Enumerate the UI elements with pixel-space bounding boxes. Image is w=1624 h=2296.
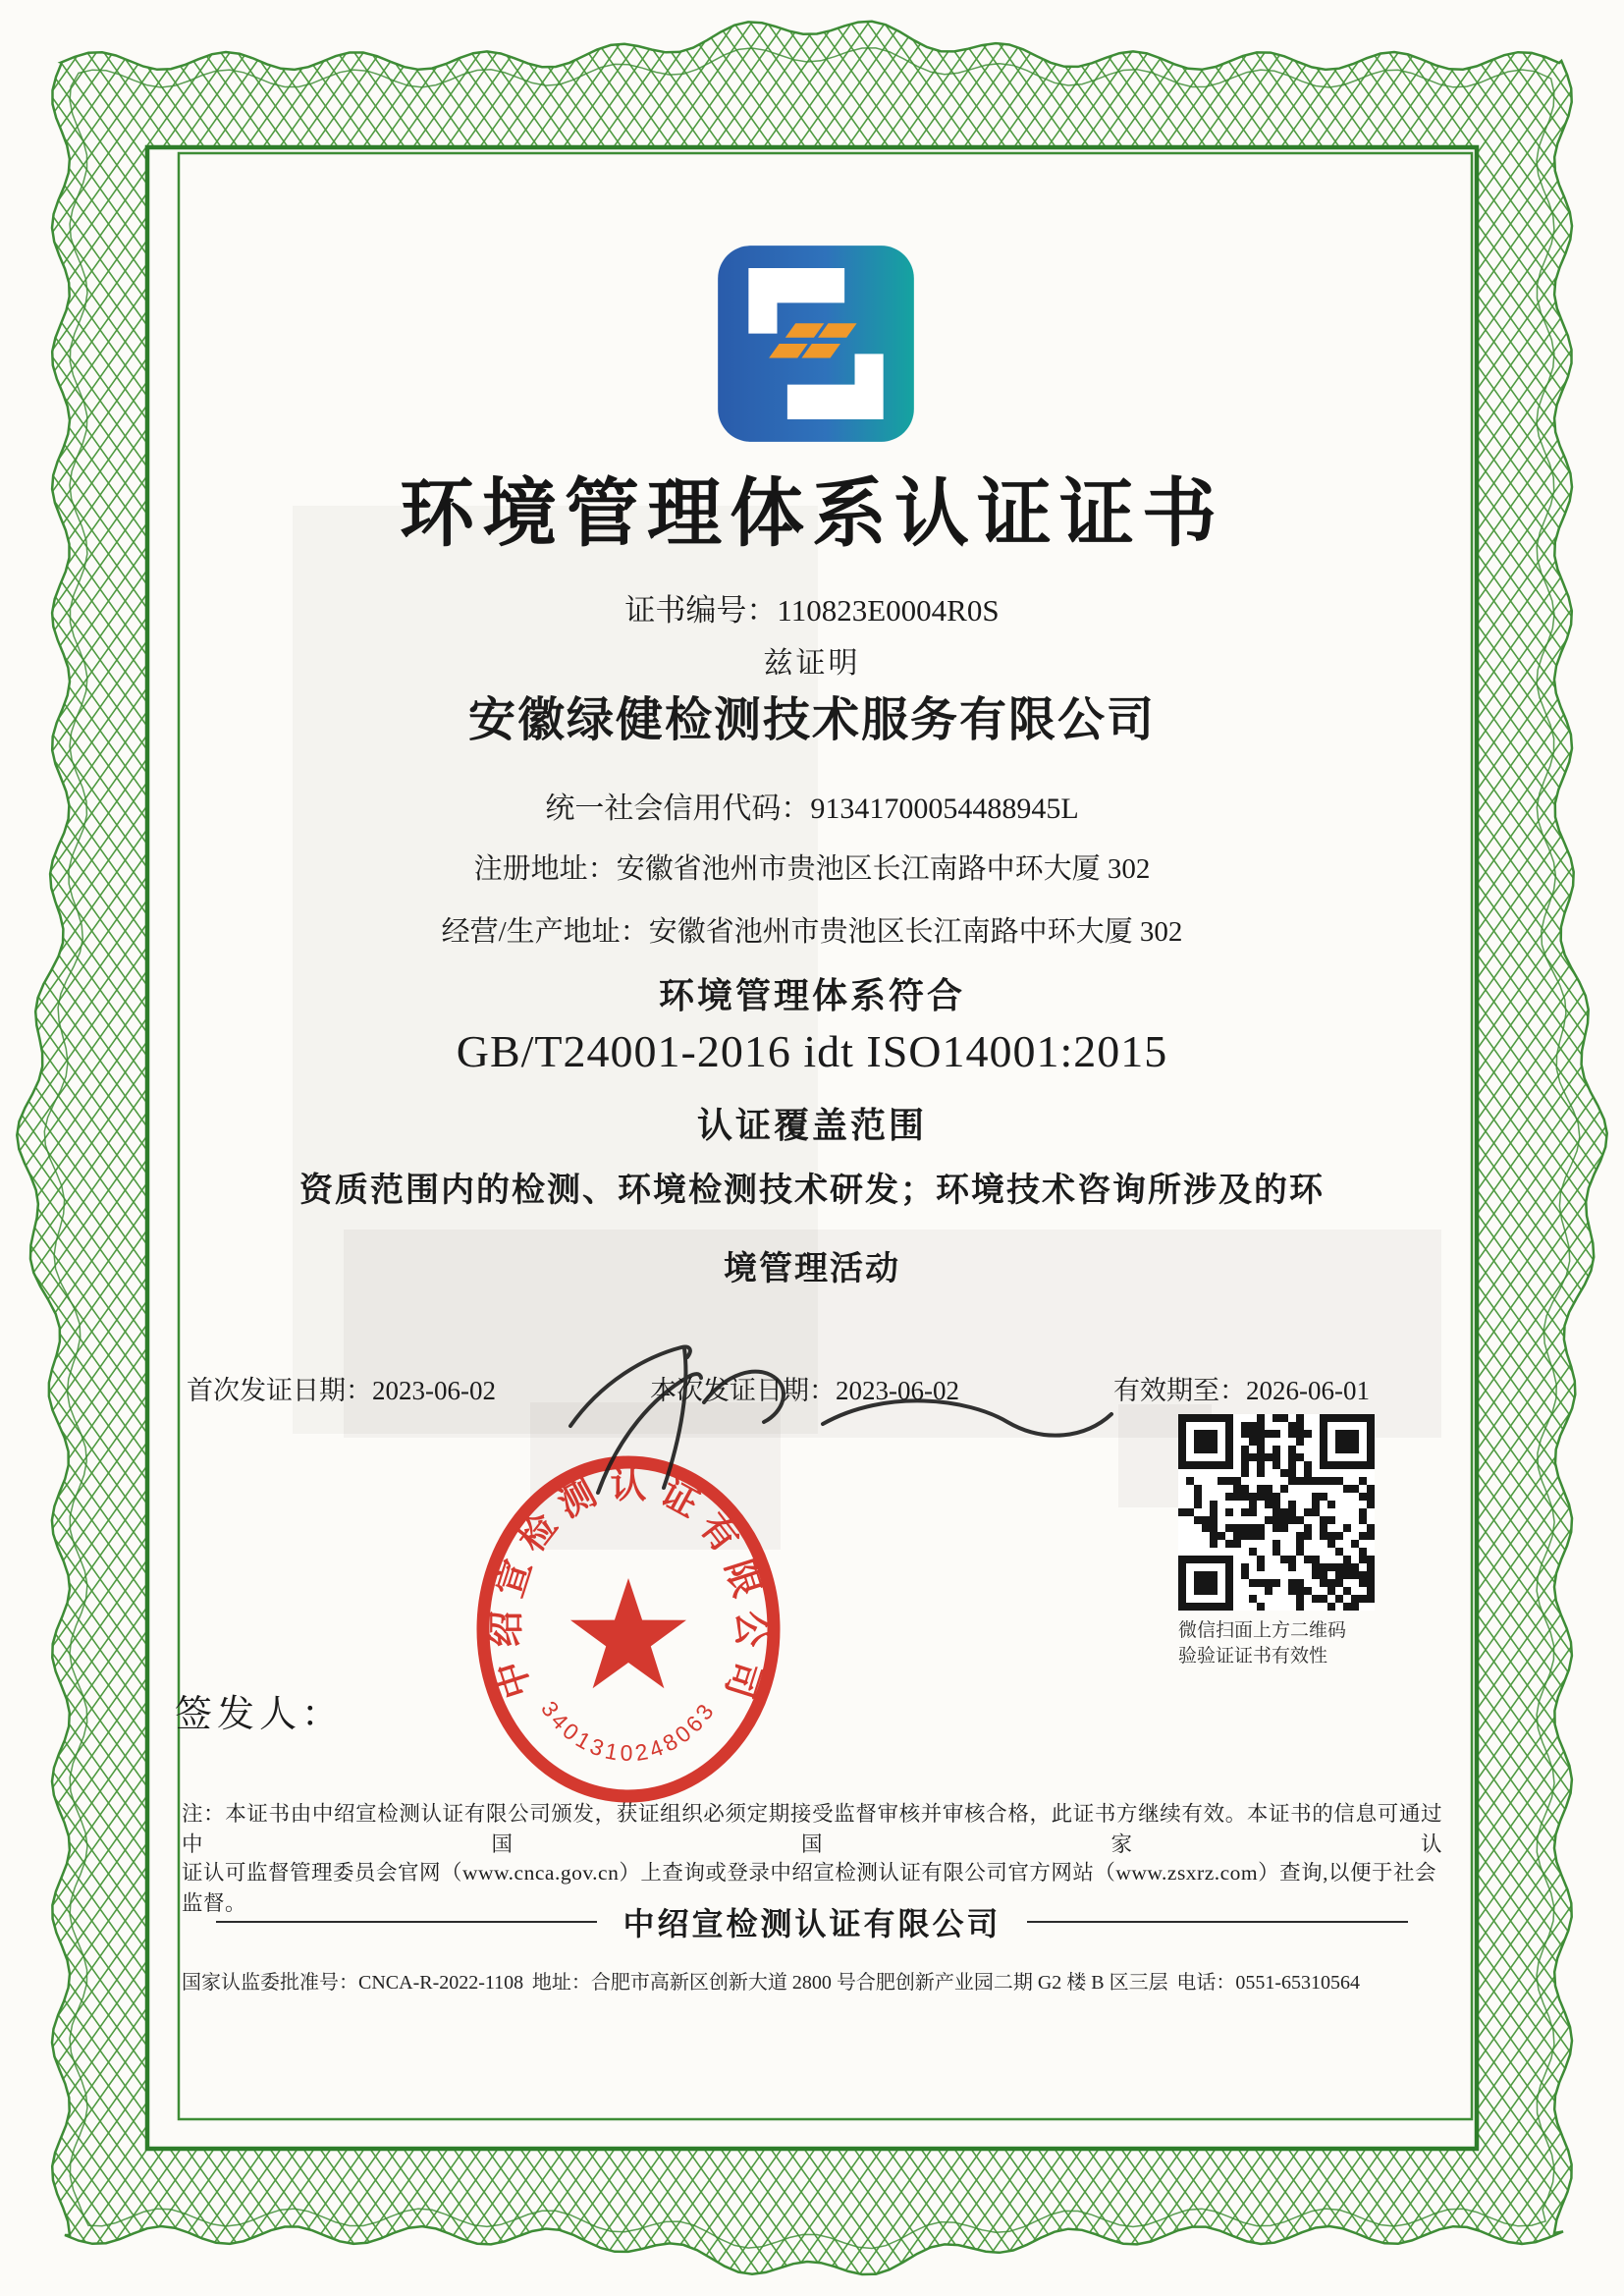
divider-rule-right [1027,1921,1408,1923]
signature [412,1331,1178,1596]
note-line-2: 证认可监督管理委员会官网（www.cnca.gov.cn）上查询或登录中绍宣检测认证有限公司官方网站（www.zsxrz.com）查询,以便于社会监督。 [182,1861,1437,1915]
valid-until-value: 2026-06-01 [1246,1376,1370,1405]
approval-label: 国家认监委批准号： [182,1972,358,1994]
address-value: 合肥市高新区创新大道 2800 号合肥创新产业园二期 G2 楼 B 区三层 [590,1972,1168,1994]
registered-address-row [182,847,1442,887]
issuing-company-name: 中绍宣检测认证有限公司 [623,1906,1001,1941]
operation-address-value: 安徽省池州市贵池区长江南路中环大厦 302 [648,916,1183,948]
first-issue-value: 2023-06-02 [372,1376,496,1405]
divider-rule-left [216,1921,597,1923]
first-issue-label: 首次发证日期： [187,1376,372,1405]
issuer-address [532,1966,1168,1995]
issuing-company-row [182,1899,1442,1944]
footer-info-row [182,1966,1360,1995]
note-line-1: 注：本证书由中绍宣检测认证有限公司颁发，获证组织必须定期接受监督审核并审核合格，此证书方继续有效。本证书的信息可通过中国国家认 [182,1802,1442,1856]
issuer-phone [1176,1966,1360,1995]
credit-code-row [182,784,1442,827]
conformity-statement: 环境管理体系符合 [658,975,965,1015]
stamp-company-text: 中绍宣检测认证有限公司 [486,1465,771,1703]
qr-caption-line-1: 微信扫面上方二维码 [1178,1620,1347,1641]
qr-caption [1178,1618,1473,1668]
certificate-number-row [182,585,1442,629]
operation-address-label: 经营/生产地址： [441,916,649,948]
address-label: 地址： [531,1972,591,1994]
phone-value: 0551-65310564 [1235,1972,1360,1994]
approval-value: CNCA-R-2022-1108 [358,1972,524,1994]
credit-code-value: 91341700054488945L [810,793,1079,825]
certified-company-name: 安徽绿健检测技术服务有限公司 [467,694,1156,746]
hereby-text: 兹证明 [763,647,861,680]
stamp-number-text: 3401310248063 [536,1696,721,1767]
valid-until-label: 有效期至： [1113,1376,1246,1405]
scope-heading: 认证覆盖范围 [696,1105,927,1145]
certifier-logo-icon [714,242,918,446]
certificate-number-label: 证书编号： [624,593,778,628]
qr-code [1178,1414,1375,1611]
operation-address-row [182,909,1442,950]
qr-caption-line-2: 验验证证书有效性 [1178,1645,1328,1667]
registered-address-label: 注册地址： [473,853,617,885]
issuer-label: 签发人： [175,1694,345,1735]
svg-text:3401310248063 [536,1696,721,1766]
current-issue-label: 本次发证日期： [650,1376,836,1405]
current-issue-value: 2023-06-02 [836,1376,959,1405]
credit-code-label: 统一社会信用代码： [545,793,811,825]
scope-line-1: 资质范围内的检测、环境检测技术研发；环境技术咨询所涉及的环 [299,1172,1325,1209]
phone-label: 电话： [1176,1972,1236,1994]
certificate-number-value: 110823E0004R0S [777,593,1000,628]
certificate-title: 环境管理体系认证证书 [400,473,1224,556]
registered-address-value: 安徽省池州市贵池区长江南路中环大厦 302 [616,853,1151,885]
standard-reference: GB/T24001-2016 idt ISO14001:2015 [456,1026,1168,1076]
approval-number [182,1966,523,1995]
scope-line-2: 境管理活动 [724,1250,900,1287]
